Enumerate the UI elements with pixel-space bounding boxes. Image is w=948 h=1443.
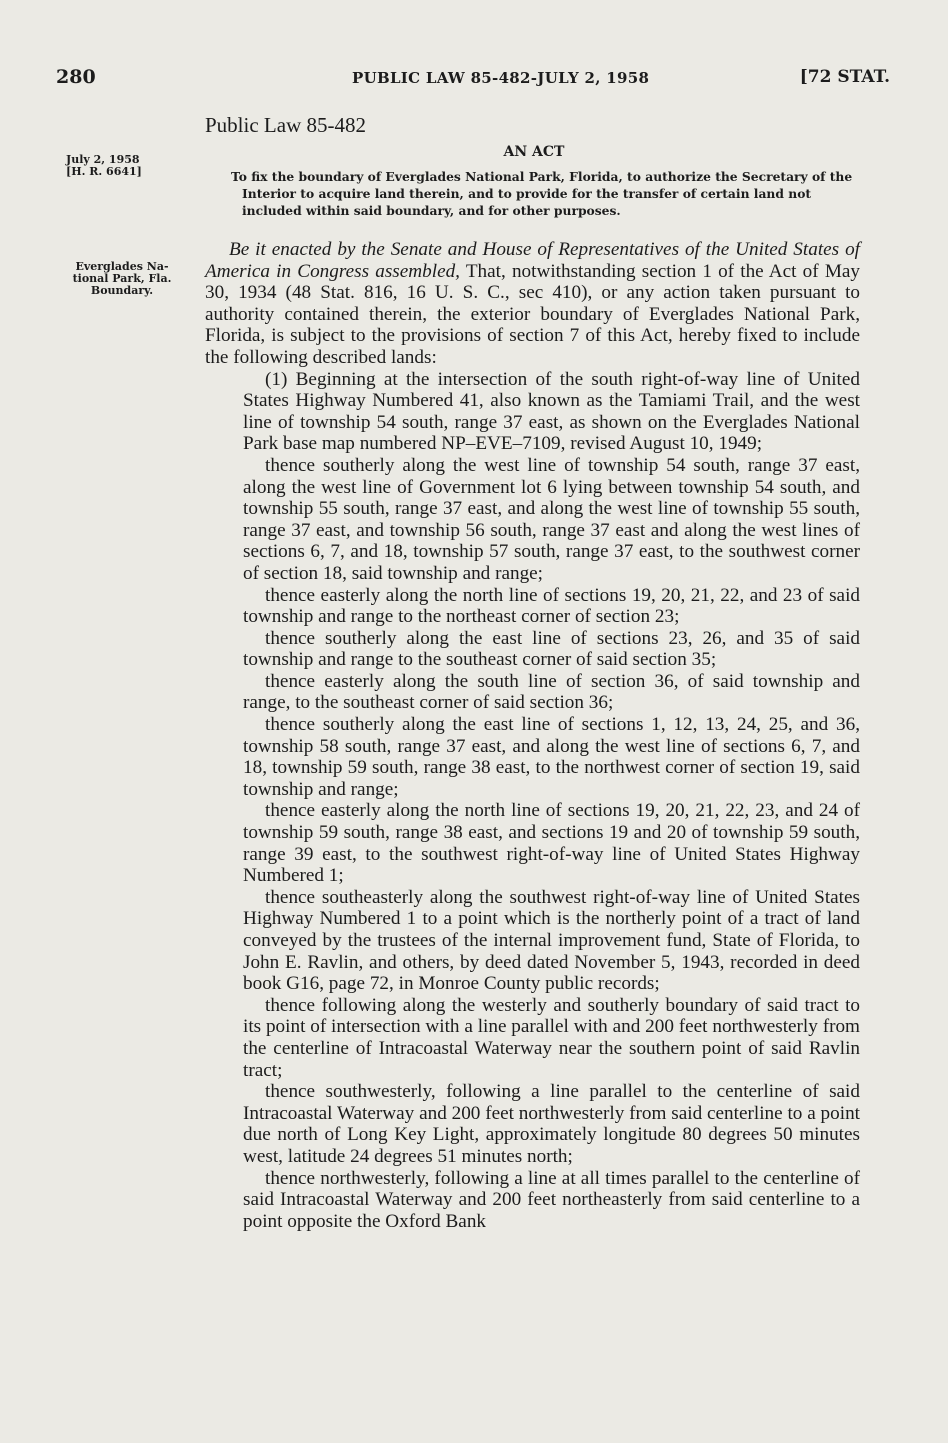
act-title: AN ACT — [503, 144, 565, 160]
boundary-clause: thence southerly along the east line of sections 1, 12, 13, 24, 25, and 36, township 58 south, range 37 east, and along the west line of sections 6, 7, and 18, township 59 south, range 38 east, to the northwest corner of section 19, said township and range; — [243, 714, 860, 800]
boundary-clause: thence northwesterly, following a line at all times parallel to the centerline of said Intracoastal Waterway and 200 feet northeasterly from said centerline to a point opposite the Oxford Bank — [243, 1167, 860, 1232]
boundary-clause: thence following along the westerly and southerly boundary of said tract to its point of intersection with a line parallel with and 200 feet northwesterly from the centerline of Intracoastal Waterway near the southern point of said Ravlin tract; — [243, 994, 860, 1081]
boundary-clause: thence southwesterly, following a line parallel to the centerline of said Intracoastal Waterway and 200 feet northwesterly from said centerline to a point due north of Long Key Light, approximately longitude 80 degrees 50 minutes west, latitude 24 degrees 51 minutes north; — [243, 1081, 860, 1167]
volume-citation: [72 STAT. — [799, 67, 890, 87]
law-title: Public Law 85-482 — [205, 113, 366, 137]
boundary-clause: thence easterly along the north line of sections 19, 20, 21, 22, and 23 of said township and range to the northeast corner of section 23; — [243, 584, 860, 628]
boundary-clause: thence southerly along the west line of township 54 south, range 37 east, along the west line of Government lot 6 lying between township 54 south, and township 55 south, range 37 east, and along the west line of township 55 south, range 37 east, and township 56 south, range 37 east and along the west lines of sections 6, 7, and 18, township 57 south, range 37 east, to the southwest corner of section 18, said township and range; — [243, 454, 860, 584]
bill-number: [H. R. 6641] — [66, 165, 142, 178]
enacting-clause — [205, 239, 860, 369]
page-header — [56, 66, 890, 94]
margin-note-date — [66, 154, 186, 178]
boundary-clause: thence southerly along the east line of sections 23, 26, and 35 of said township and range to the southeast corner of said section 35; — [243, 627, 860, 671]
boundary-note-line: Boundary. — [90, 284, 154, 297]
running-head: PUBLIC LAW 85-482-JULY 2, 1958 — [352, 69, 650, 87]
boundary-clause: thence easterly along the south line of section 36, of said township and range, to the southeast corner of said section 36; — [243, 670, 860, 714]
enactment-date: July 2, 1958 — [66, 153, 140, 166]
page-number: 280 — [56, 66, 96, 88]
margin-note-boundary — [62, 261, 182, 297]
boundary-clause: (1) Beginning at the intersection of the south right-of-way line of United States Highway Numbered 41, also known as the Tamiami Trail, and the west line of township 54 south, range 37 east, as shown on the Everglades National Park base map numbered NP–EVE–7109, revised August 10, 1949; — [243, 368, 860, 455]
enacting-clause-text: That, notwithstanding section 1 of the Act of May 30, 1934 (48 Stat. 816, 16 U. S. C., sec 410), or any action taken pursuant to authority contained therein, the exterior boundary of Everglades National Park, Florida, is subject to the provisions of section 7 of this Act, hereby fixed to include the following described lands: — [205, 260, 861, 368]
boundary-note-line: Everglades Na- — [75, 260, 169, 273]
boundary-clause: thence easterly along the north line of sections 19, 20, 21, 22, 23, and 24 of township 59 south, range 38 east, and sections 19 and 20 of township 59 south, range 39 east, to the southwest right-of-way line of United States Highway Numbered 1; — [243, 800, 860, 887]
boundary-clause: thence southeasterly along the southwest right-of-way line of United States Highway Numbered 1 to a point which is the northerly point of a tract of land conveyed by the trustees of the internal improvement fund, State of Florida, to John E. Ravlin, and others, by deed dated November 5, 1943, recorded in deed book G16, page 72, in Monroe County public records; — [243, 886, 860, 995]
law-body — [205, 239, 860, 1232]
enacting-clause-italic: Be it enacted by the Senate and House of Representatives of the United States of America in Congress assembled, — [205, 239, 860, 282]
act-purpose: To fix the boundary of Everglades National Park, Florida, to authorize the Secretary of the Interior to acquire land therein, and to provide for the transfer of certain land not included within said boundary, and for other purposes. — [231, 169, 853, 218]
boundary-note-line: tional Park, Fla. — [72, 272, 172, 285]
